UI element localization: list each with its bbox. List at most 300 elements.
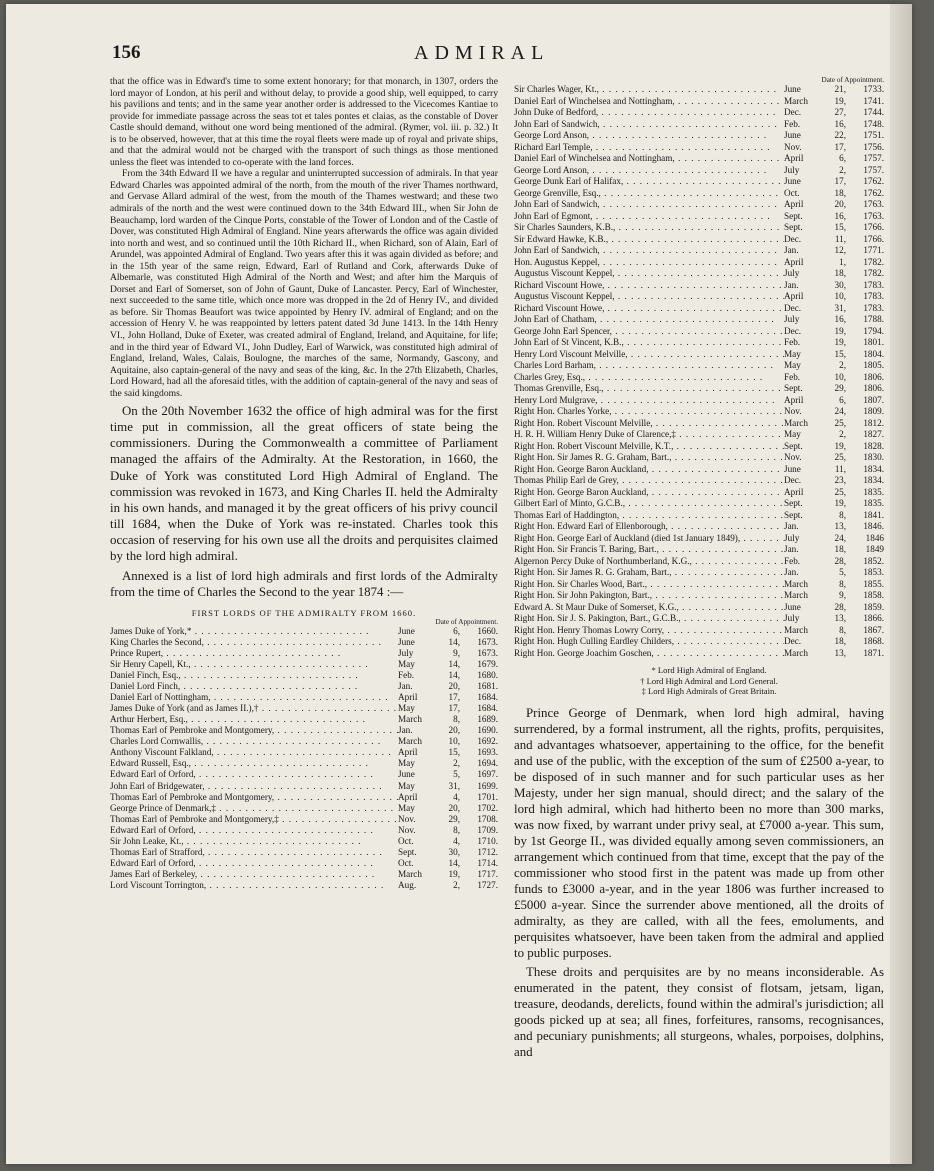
appointment-year: 1830. [863, 452, 884, 462]
table-row [514, 337, 884, 349]
appointment-month: Nov. [398, 813, 416, 824]
appointment-year: 1827. [863, 429, 884, 439]
appointment-day: 4, [453, 791, 460, 802]
table-row [110, 692, 498, 703]
table-row [514, 222, 884, 234]
table-row [514, 383, 884, 395]
appointment-year: 1849 [865, 544, 884, 554]
appointment-year: 1771. [863, 245, 884, 255]
table-row [514, 429, 884, 441]
appointment-month: May [398, 659, 415, 670]
appointment-day: 9, [839, 590, 846, 600]
table-row [110, 626, 498, 637]
appointment-month: April [398, 747, 418, 758]
appointment-day: 14, [448, 857, 460, 868]
appointment-month: March [398, 868, 422, 879]
appointment-month: May [398, 758, 415, 769]
appointment-day: 20, [448, 681, 460, 692]
table-row [514, 211, 884, 223]
table-row [110, 659, 498, 670]
appointment-year: 1871. [863, 647, 884, 658]
appointment-month: Sept. [784, 210, 803, 221]
table-row [514, 452, 884, 464]
right-paragraph-2: These droits and perquisites are by no means inconsiderable. As enumerated in the patent, they consist of flotsam, jetsam, ligan, treasure, deodands, derelicts, found within the admiral's jurisdiction; all goods picked up at sea; all fines, forfeitures, ransoms, recognisances, and pecuniary punishments; all sturgeons, whales, porpoises, dolphins, and [514, 965, 884, 1060]
table-row [110, 781, 498, 792]
appointment-month: June [398, 636, 415, 647]
officer-name: Right Hon. George Joachim Goschen, . . [514, 648, 784, 660]
appointment-year: 1690. [477, 725, 498, 736]
appointment-day: 5, [839, 567, 846, 577]
appointment-month: March [784, 624, 808, 635]
appointment-day: 24, [834, 406, 846, 416]
appointment-day: 28, [834, 601, 846, 612]
appointment-month: March [398, 714, 422, 725]
appointment-day: 25, [834, 486, 846, 497]
appointment-month: Jan. [398, 725, 413, 736]
appointment-year: 1809. [863, 406, 884, 416]
officer-name: James Duke of York,* . . [110, 626, 398, 637]
table-row [514, 441, 884, 453]
appointment-day: 19, [834, 325, 846, 336]
appointment-month: March [784, 95, 808, 106]
appointment-year: 1741. [863, 95, 884, 106]
appointment-day: 31, [448, 780, 460, 791]
appointment-day: 30, [834, 279, 846, 290]
table-row [110, 792, 498, 803]
appointment-month: July [784, 613, 800, 623]
appointment-year: 1834. [863, 463, 884, 474]
appointment-month: April [784, 486, 804, 497]
note-2: † Lord High Admiral and Lord General. [640, 675, 778, 686]
officer-name: Right Hon. Robert Viscount Melville, K.T., . . [514, 441, 784, 453]
officer-name: Edward Earl of Orford, . . [110, 769, 398, 780]
officer-name: Richard Viscount Howe, . . [514, 280, 784, 292]
table-row [110, 747, 498, 758]
officer-name: Augustus Viscount Keppel, . . [514, 291, 784, 303]
appointment-day: 11, [834, 463, 846, 474]
appointment-month: Dec. [784, 636, 802, 646]
appointment-day: 29, [834, 383, 846, 393]
officer-name: Algernon Percy Duke of Northumberland, K.G., . . [514, 556, 784, 568]
appointment-month: March [784, 647, 808, 658]
table-row [514, 395, 884, 407]
appointment-year: 1757. [863, 164, 884, 175]
officer-name: Right Hon. Henry Thomas Lowry Corry, . . [514, 625, 784, 637]
appointment-month: April [784, 199, 804, 209]
appointment-year: 1702. [477, 802, 498, 813]
appointment-year: 1806. [863, 383, 884, 393]
appointment-day: 24, [834, 532, 846, 543]
appointment-day: 18, [834, 636, 846, 646]
appointment-year: 1693. [477, 747, 498, 758]
left-column [110, 76, 498, 891]
table-row [514, 96, 884, 108]
appointment-year: 1812. [863, 417, 884, 428]
officer-name: Hon. Augustus Keppel, . . [514, 257, 784, 269]
officer-name: Thomas Earl of Pembroke and Montgomery, . . [110, 725, 398, 736]
appointment-day: 25, [834, 452, 846, 462]
officer-name: Richard Viscount Howe, . . [514, 303, 784, 315]
appointment-day: 1, [839, 256, 846, 267]
officer-name: Anthony Viscount Falkland, . . [110, 747, 398, 758]
appointment-year: 1660. [477, 625, 498, 636]
appointment-year: 1835. [863, 498, 884, 508]
left-paragraph-2: From the 34th Edward II we have a regular and uninterrupted succession of admirals. In that year Edward Charles was appointed admiral of the north, from the mouth of the river Thames northward, and Gervase Allard admiral of the west, from the mouth of the Thames westward; and these two admirals of the north and the west were continued down to the 34th Edward III., when Sir John de Beauchamp, lord warden of the Cinque Ports, constable of the Tower of London and of the Castle of Dover, was constituted High Admiral of England. Nine years afterwards the office was again divided into north and west, and so continued until the 10th Richard II., when Richard, son of Alain, Earl of Arundel, was appointed Admiral of England. Two years after this it was again divided as before; and in the 15th year of the same reign, Edward, Earl of Rutland and Cork, afterwards Duke of Albemarle, was constituted High Admiral of the North and West; and after him the Marquis of Dorset and Earl of Somerset, son of John of Gaunt, Duke of Lancaster. Percy, Earl of Winchester, next succeeded to the same title, which once more was dropped in the 2d of Henry IV., and divided as before. Sir Thomas Beaufort was twice appointed by Henry IV. admiral of England; and on the accession of Henry V. he was reappointed by letters patent dated 3d June 1413. In the 14th Henry VI., John Holland, Duke of Exeter, was created admiral of England, Ireland, and Aquitaine, for life; and in the third year of Edward VI., John Dudley, Earl of Warwick, was constituted high admiral of England, Ireland, Wales, Calais, Boulogne, the marches of the same, Normandy, Gascony, and Aquitaine, also captain-general of the navy and seas of the king, &c. In the 27th Elizabeth, Charles, Lord Howard, had all the aforesaid titles, with the addition of captain-general of the navy and seas of the said kingdoms. [110, 168, 498, 399]
appointment-month: March [784, 578, 808, 589]
officer-name: Edward Earl of Orford, . . [110, 858, 398, 869]
appointment-day: 14, [448, 659, 460, 670]
table-title: FIRST LORDS OF THE ADMIRALTY FROM 1660. [191, 607, 417, 618]
appointment-day: 13, [834, 521, 846, 531]
appointment-day: 15, [448, 747, 460, 758]
officer-name: John Earl of Sandwich, . . [514, 245, 784, 257]
appointment-day: 17, [834, 141, 846, 152]
table-row [514, 533, 884, 545]
officer-name: Lord Viscount Torrington, . . [110, 880, 398, 891]
table-row [514, 372, 884, 384]
appointment-month: April [398, 692, 418, 703]
officer-name: James Earl of Berkeley, . . [110, 869, 398, 880]
officer-name: John Earl of St Vincent, K.B., . . [514, 337, 784, 349]
page-edge-shadow [890, 4, 912, 1164]
appointment-day: 19, [834, 337, 846, 347]
appointment-day: 2, [839, 429, 846, 439]
appointment-day: 2, [453, 758, 460, 769]
appointment-year: 1762. [863, 187, 884, 198]
appointment-year: 1766. [863, 233, 884, 244]
appointment-day: 2, [453, 879, 460, 890]
appointment-year: 1757. [863, 153, 884, 163]
table-row [514, 119, 884, 131]
table-row [514, 314, 884, 326]
table-row [514, 487, 884, 499]
appointment-month: Jan. [784, 245, 799, 255]
officer-name: Thomas Earl of Strafford, . . [110, 847, 398, 858]
running-title: ADMIRAL [414, 42, 550, 64]
appointment-year: 1835. [863, 486, 884, 497]
appointment-year: 1684. [477, 692, 498, 703]
appointment-month: May [784, 360, 801, 370]
appointment-day: 14, [448, 636, 460, 647]
appointment-month: July [398, 647, 414, 658]
appointment-month: Jan. [398, 681, 413, 692]
table-row [514, 349, 884, 361]
appointment-day: 10, [448, 736, 460, 747]
table-row [514, 176, 884, 188]
officer-name: Sir John Leake, Kt., . . [110, 836, 398, 847]
officer-name: George Dunk Earl of Halifax, . . [514, 176, 784, 188]
appointment-year: 1708. [477, 813, 498, 824]
appointment-month: Dec. [784, 325, 802, 336]
table-row [514, 590, 884, 602]
appointment-month: Sept. [398, 846, 417, 857]
date-header-right: Date of Appointment. [821, 76, 884, 84]
appointment-month: Dec. [784, 302, 802, 313]
first-lords-table-left [110, 626, 498, 891]
appointment-month: Oct. [398, 857, 414, 868]
table-row [110, 880, 498, 891]
appointment-day: 2, [839, 360, 846, 370]
officer-name: George John Earl Spencer, . . [514, 326, 784, 338]
officer-name: Daniel Earl of Winchelsea and Nottingham, . . [514, 153, 784, 165]
right-column [514, 76, 884, 1061]
officer-name: George Lord Anson, . . [514, 130, 784, 142]
table-row [514, 498, 884, 510]
table-row [110, 725, 498, 736]
officer-name: James Duke of York (and as James II.),† . . [110, 703, 398, 714]
officer-name: Sir Charles Wager, Kt., . . [514, 84, 784, 96]
appointment-day: 8, [453, 824, 460, 835]
appointment-day: 18, [834, 268, 846, 278]
appointment-year: 1782. [863, 256, 884, 267]
appointment-month: June [784, 463, 801, 474]
appointment-day: 31, [834, 302, 846, 313]
appointment-day: 29, [448, 813, 460, 824]
table-row [514, 142, 884, 154]
appointment-day: 21, [834, 84, 846, 94]
appointment-year: 1766. [863, 222, 884, 232]
table-row [110, 670, 498, 681]
table-row [110, 825, 498, 836]
table-row [514, 280, 884, 292]
appointment-month: May [784, 429, 801, 439]
appointment-year: 1867. [863, 624, 884, 635]
running-header [6, 42, 912, 72]
appointment-day: 25, [834, 417, 846, 428]
officer-name: Sir Edward Hawke, K.B., . . [514, 234, 784, 246]
appointment-year: 1763. [863, 210, 884, 221]
appointment-month: Sept. [784, 509, 803, 520]
appointment-day: 23, [834, 475, 846, 485]
appointment-day: 19, [448, 868, 460, 879]
appointment-month: Aug. [398, 879, 417, 890]
appointment-month: Sept. [784, 222, 803, 232]
appointment-month: May [398, 802, 415, 813]
appointment-day: 12, [834, 245, 846, 255]
officer-name: Richard Earl Temple, . . [514, 142, 784, 154]
table-row [514, 107, 884, 119]
appointment-day: 2, [839, 164, 846, 175]
table-notes [514, 665, 884, 697]
appointment-month: Oct. [784, 187, 800, 198]
officer-name: Right Hon. George Baron Auckland, . . [514, 464, 784, 476]
appointment-year: 1714. [477, 857, 498, 868]
table-row [514, 521, 884, 533]
appointment-day: 10, [834, 291, 846, 301]
appointment-day: 18, [834, 544, 846, 554]
officer-name: Edward Earl of Orford, . . [110, 825, 398, 836]
appointment-year: 1852. [863, 555, 884, 566]
appointment-day: 15, [834, 348, 846, 359]
officer-name: John Earl of Bridgewater, . . [110, 781, 398, 792]
appointment-year: 1692. [477, 736, 498, 747]
date-header-left: Date of Appointment. [435, 617, 498, 626]
appointment-year: 1846. [863, 521, 884, 531]
appointment-year: 1868. [863, 636, 884, 646]
appointment-day: 20, [448, 725, 460, 736]
appointment-month: June [398, 769, 415, 780]
appointment-month: Nov. [784, 406, 802, 416]
appointment-day: 5, [453, 769, 460, 780]
appointment-year: 1673. [477, 636, 498, 647]
officer-name: George Lord Anson, . . [514, 165, 784, 177]
appointment-year: 1853. [863, 567, 884, 577]
appointment-day: 14, [448, 670, 460, 681]
appointment-day: 27, [834, 107, 846, 117]
officer-name: Sir Henry Capell, Kt., . . [110, 659, 398, 670]
appointment-month: April [784, 394, 804, 405]
table-row [514, 625, 884, 637]
appointment-month: June [398, 625, 415, 636]
officer-name: Edward Russell, Esq., . . [110, 758, 398, 769]
appointment-day: 8, [839, 578, 846, 589]
table-row [514, 165, 884, 177]
table-row [110, 736, 498, 747]
officer-name: Right Hon. Sir John Pakington, Bart., . . [514, 590, 784, 602]
table-row [110, 869, 498, 880]
appointment-day: 4, [453, 835, 460, 846]
appointment-month: Jan. [784, 521, 799, 531]
appointment-year: 1681. [477, 681, 498, 692]
appointment-year: 1727. [477, 879, 498, 890]
table-row [514, 556, 884, 568]
table-row [110, 758, 498, 769]
appointment-month: June [784, 601, 801, 612]
book-page [6, 4, 912, 1164]
appointment-month: April [784, 256, 804, 267]
officer-name: Right Hon. Hugh Culling Eardley Childers, . . [514, 636, 784, 648]
officer-name: Right Hon. Charles Yorke, . . [514, 406, 784, 418]
table-row [514, 234, 884, 246]
appointment-month: Nov. [784, 141, 802, 152]
appointment-month: Jan. [784, 567, 799, 577]
appointment-day: 20, [448, 802, 460, 813]
table-row [514, 475, 884, 487]
officer-name: George Grenville, Esq., . . [514, 188, 784, 200]
appointment-day: 11, [834, 233, 846, 244]
appointment-month: Sept. [784, 440, 803, 451]
appointment-year: 1788. [863, 314, 884, 324]
table-row [514, 613, 884, 625]
first-lords-table-right [514, 84, 884, 659]
table-row [514, 153, 884, 165]
appointment-month: April [784, 153, 804, 163]
table-row [110, 714, 498, 725]
appointment-day: 6, [839, 394, 846, 405]
officer-name: Right Hon. George Earl of Auckland (died 1st January 1849), . . [514, 533, 784, 545]
table-row [110, 814, 498, 825]
officer-name: H. R. H. William Henry Duke of Clarence,‡ . . [514, 429, 784, 441]
appointment-day: 13, [834, 613, 846, 623]
table-row [514, 257, 884, 269]
appointment-month: Feb. [784, 118, 801, 129]
officer-name: Arthur Herbert, Esq., . . [110, 714, 398, 725]
officer-name: Augustus Viscount Keppel, . . [514, 268, 784, 280]
appointment-day: 8, [839, 624, 846, 635]
appointment-year: 1712. [477, 846, 498, 857]
page-number: 156 [112, 42, 141, 63]
officer-name: George Prince of Denmark,‡ . . [110, 803, 398, 814]
appointment-year: 1762. [863, 176, 884, 186]
appointment-year: 1694. [477, 758, 498, 769]
appointment-year: 1806. [863, 371, 884, 382]
table-row [514, 245, 884, 257]
appointment-year: 1783. [863, 291, 884, 301]
appointment-month: Feb. [784, 555, 801, 566]
table-row [514, 130, 884, 142]
appointment-year: 1794. [863, 325, 884, 336]
appointment-year: 1828. [863, 440, 884, 451]
note-3: ‡ Lord High Admirals of Great Britain. [641, 686, 777, 696]
officer-name: Daniel Lord Finch, . . [110, 681, 398, 692]
note-1: * Lord High Admiral of England. [651, 665, 767, 675]
appointment-month: July [784, 268, 800, 278]
table-row [110, 681, 498, 692]
officer-name: Prince Rupert, . . [110, 648, 398, 659]
officer-name: Right Hon. Sir James R. G. Graham, Bart., . . [514, 567, 784, 579]
officer-name: Right Hon. Sir J. S. Pakington, Bart., G.C.B., . . [514, 613, 784, 625]
officer-name: Daniel Finch, Esq., . . [110, 670, 398, 681]
appointment-day: 6, [453, 625, 460, 636]
table-row [514, 326, 884, 338]
appointment-month: March [784, 417, 808, 428]
right-paragraph-1: Prince George of Denmark, when lord high admiral, having surrendered, by a formal instrument, all the rights, profits, perquisites, and advantages whatsoever, appertaining to the office, for the benefit and use of the public, with the exception of the sum of £2500 a-year, to be disposed of in such manner and for such particular uses as her Majesty, under her sign manual, should direct; and the salary of the lord high admiral, which had hitherto been no more than 300 marks, was now fixed, by warrant under privy seal, at £7000 a-year. This sum, by 1st George II., was divided equally among seven commissioners, an arrangement which continued from that time, except that the pay of the commissioner who stood first in the patent was made up from other funds to £3000 a-year, and in the year 1806 was further increased to £5000 a-year. Since the surrender above mentioned, all the droits of admiralty, as they are called, with all the fees, emoluments, and perquisites whatsoever, have been taken from the admiral and applied to public purposes. [514, 705, 884, 961]
table-row [514, 544, 884, 556]
appointment-year: 1709. [477, 824, 498, 835]
officer-name: Right Hon. Robert Viscount Melville, . . [514, 418, 784, 430]
table-row [514, 268, 884, 280]
appointment-day: 16, [834, 118, 846, 129]
appointment-year: 1855. [863, 578, 884, 589]
officer-name: Thomas Earl of Pembroke and Montgomery,‡ . . [110, 814, 398, 825]
officer-name: John Earl of Egmont, . . [514, 211, 784, 223]
appointment-year: 1807. [863, 394, 884, 405]
appointment-year: 1673. [477, 647, 498, 658]
appointment-month: May [784, 348, 801, 359]
appointment-day: 19, [834, 498, 846, 508]
appointment-month: July [784, 532, 800, 543]
appointment-year: 1699. [477, 780, 498, 791]
table-row [110, 648, 498, 659]
appointment-day: 15, [834, 222, 846, 232]
table-row [514, 360, 884, 372]
appointment-day: 13, [834, 647, 846, 658]
appointment-year: 1782. [863, 268, 884, 278]
appointment-month: Nov. [784, 452, 802, 462]
appointment-day: 10, [834, 371, 846, 382]
appointment-month: Jan. [784, 544, 799, 554]
appointment-month: March [784, 590, 808, 600]
appointment-day: 8, [453, 714, 460, 725]
officer-name: Thomas Earl of Haddington, . . [514, 510, 784, 522]
appointment-year: 1841. [863, 509, 884, 520]
appointment-month: April [784, 291, 804, 301]
officer-name: Right Hon. Sir James R. G. Graham, Bart., . . [514, 452, 784, 464]
officer-name: Thomas Grenville, Esq., . . [514, 383, 784, 395]
table-row [110, 637, 498, 648]
left-paragraph-3: On the 20th November 1632 the office of high admiral was for the first time put in commission, all the great officers of state being the commissioners. During the Commonwealth a committee of Parliament managed the affairs of the Admiralty. At the Restoration, in 1660, the Duke of York was constituted Lord High Admiral of England. The commission was revoked in 1673, and King Charles II. held the Admiralty in his own hands, and managed it by the great officers of his privy council till 1684, when the Duke of York was re-instated. Charles took this occasion of reserving for his own use all the droits and perquisites claimed by the lord high admiral. [110, 404, 498, 563]
appointment-day: 16, [834, 210, 846, 221]
appointment-month: July [784, 164, 800, 175]
officer-name: John Earl of Chatham, . . [514, 314, 784, 326]
appointment-year: 1751. [863, 130, 884, 140]
appointment-year: 1756. [863, 141, 884, 152]
table-row [514, 303, 884, 315]
officer-name: Daniel Earl of Winchelsea and Nottingham, . . [514, 96, 784, 108]
appointment-year: 1858. [863, 590, 884, 600]
appointment-year: 1679. [477, 659, 498, 670]
appointment-year: 1763. [863, 199, 884, 209]
